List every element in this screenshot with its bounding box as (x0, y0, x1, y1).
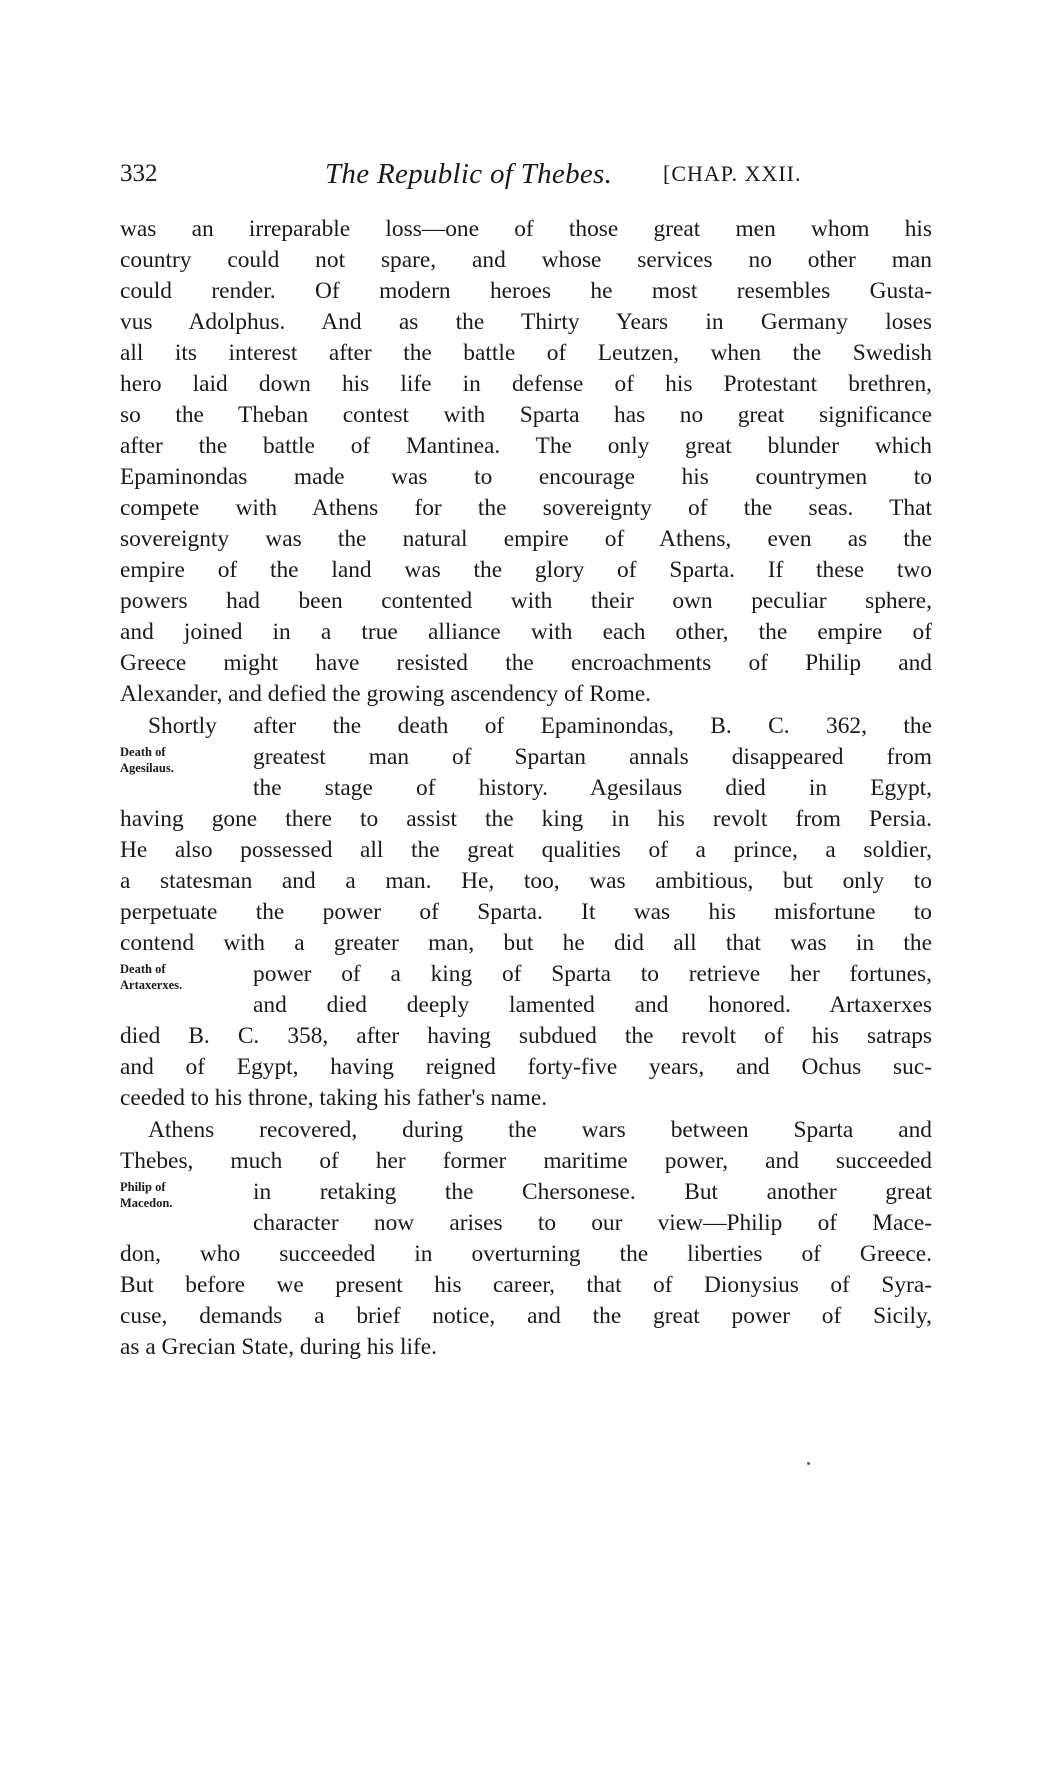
text-line: Athens recovered, during the wars between Sparta and (148, 1117, 932, 1143)
text-line: contend with a greater man, but he did all that was in the (120, 930, 932, 956)
text-line: having gone there to assist the king in his revolt from Persia. (120, 806, 932, 832)
text-line: Alexander, and defied the growing ascendency of Rome. (120, 681, 652, 707)
margin-note-line: Death of (120, 962, 166, 976)
running-title: The Republic of Thebes. (325, 158, 613, 190)
text-line: compete with Athens for the sovereignty of the seas. That (120, 495, 932, 521)
margin-note-line: Death of (120, 745, 166, 759)
text-line: as a Grecian State, during his life. (120, 1334, 437, 1360)
text-line: character now arises to our view—Philip of Mace- (253, 1210, 932, 1236)
text-line: cuse, demands a brief notice, and the great power of Sicily, (120, 1303, 932, 1329)
text-line: Greece might have resisted the encroachments of Philip and (120, 650, 932, 676)
text-line: after the battle of Mantinea. The only great blunder which (120, 433, 932, 459)
page-number: 332 (120, 160, 158, 187)
text-line: ceeded to his throne, taking his father's name. (120, 1085, 548, 1111)
text-line: was an irreparable loss—one of those great men whom his (120, 216, 932, 242)
chapter-label: [CHAP. XXII. (663, 161, 802, 186)
text-line: sovereignty was the natural empire of Athens, even as the (120, 526, 932, 552)
text-line: the stage of history. Agesilaus died in Egypt, (253, 775, 932, 801)
margin-note-philip-of-macedon (120, 1179, 240, 1211)
text-line: power of a king of Sparta to retrieve her fortunes, (253, 961, 932, 987)
text-line: a statesman and a man. He, too, was ambitious, but only to (120, 868, 932, 894)
margin-note-line: Agesilaus. (120, 761, 174, 775)
margin-note-death-of-agesilaus (120, 744, 240, 776)
running-head (120, 160, 932, 200)
text-line: so the Theban contest with Sparta has no great significance (120, 402, 932, 428)
margin-note-line: Macedon. (120, 1196, 173, 1210)
text-line: Epaminondas made was to encourage his countrymen to (120, 464, 932, 490)
text-line: Thebes, much of her former maritime power, and succeeded (120, 1148, 932, 1174)
margin-note-line: Philip of (120, 1180, 166, 1194)
text-line: and of Egypt, having reigned forty-five years, and Ochus suc- (120, 1054, 932, 1080)
text-line: and joined in a true alliance with each other, the empire of (120, 619, 932, 645)
text-line: Shortly after the death of Epaminondas, B. C. 362, the (148, 713, 932, 739)
text-line: hero laid down his life in defense of his Protestant brethren, (120, 371, 932, 397)
text-line: country could not spare, and whose services no other man (120, 247, 932, 273)
text-line: could render. Of modern heroes he most resembles Gusta- (120, 278, 932, 304)
text-line: vus Adolphus. And as the Thirty Years in Germany loses (120, 309, 932, 335)
margin-note-line: Artaxerxes. (120, 978, 183, 992)
text-line: powers had been contented with their own peculiar sphere, (120, 588, 932, 614)
text-line: But before we present his career, that of Dionysius of Syra- (120, 1272, 932, 1298)
text-line: in retaking the Chersonese. But another great (253, 1179, 932, 1205)
text-line: and died deeply lamented and honored. Artaxerxes (253, 992, 932, 1018)
text-line: greatest man of Spartan annals disappeared from (253, 744, 932, 770)
print-speck (807, 1462, 810, 1465)
text-line: empire of the land was the glory of Sparta. If these two (120, 557, 932, 583)
text-line: don, who succeeded in overturning the liberties of Greece. (120, 1241, 932, 1267)
text-line: all its interest after the battle of Leutzen, when the Swedish (120, 340, 932, 366)
text-line: perpetuate the power of Sparta. It was his misfortune to (120, 899, 932, 925)
margin-note-death-of-artaxerxes (120, 961, 240, 993)
text-line: died B. C. 358, after having subdued the revolt of his satraps (120, 1023, 932, 1049)
text-line: He also possessed all the great qualities of a prince, a soldier, (120, 837, 932, 863)
